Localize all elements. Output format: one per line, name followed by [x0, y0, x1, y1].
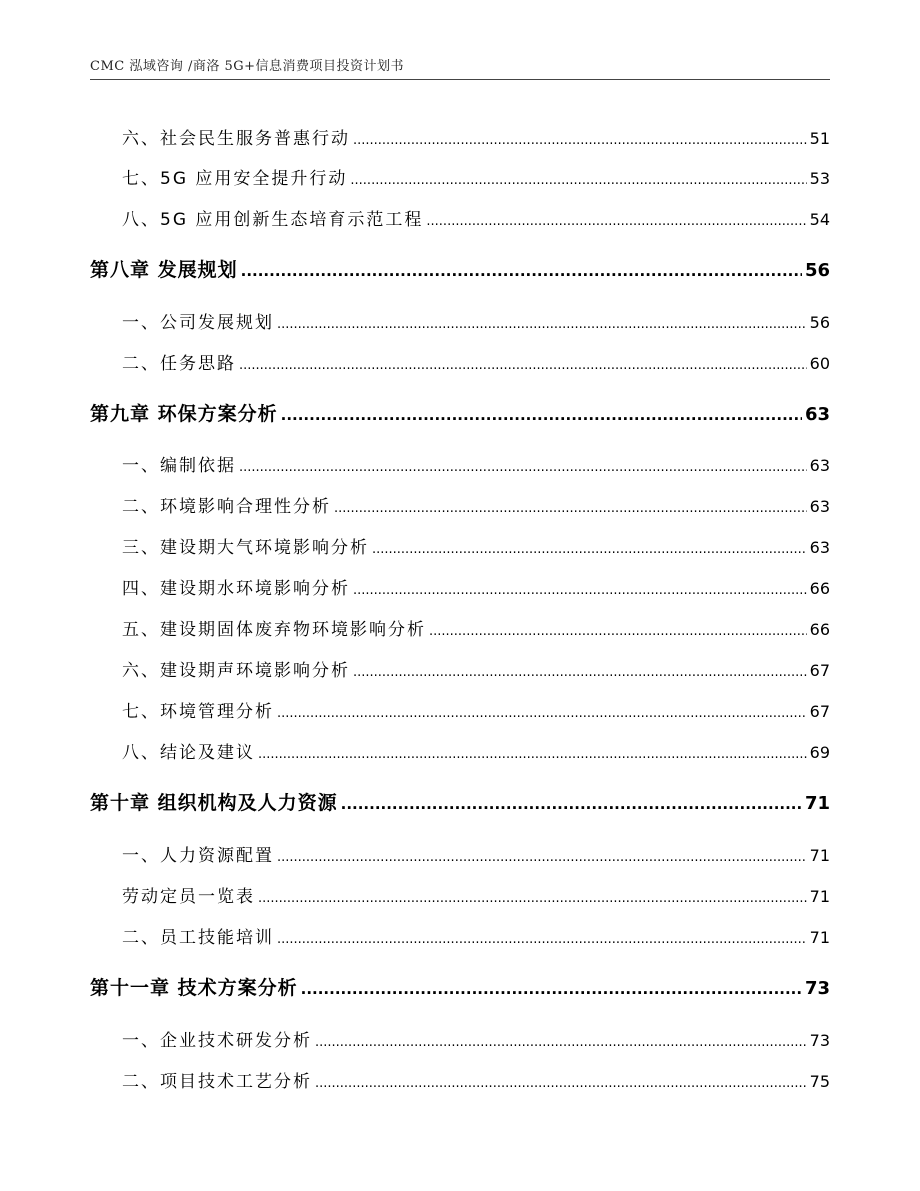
toc-entry-number: 八、 [122, 743, 160, 763]
toc-entry[interactable] [90, 349, 830, 374]
toc-entry[interactable] [90, 841, 830, 866]
toc-chapter-title: 第十章 组织机构及人力资源 [90, 792, 338, 814]
toc-entry-page: 69 [809, 743, 830, 762]
toc-entry-title: 5G 应用安全提升行动 [160, 169, 348, 189]
toc-entry-number: 二、 [122, 1072, 160, 1092]
toc-entry-page: 71 [809, 846, 830, 865]
toc-entry-page: 51 [809, 129, 830, 148]
toc-entry-title: 社会民生服务普惠行动 [160, 129, 350, 149]
toc-entry[interactable] [90, 124, 830, 149]
toc-entry-page: 75 [809, 1072, 830, 1091]
toc-entry-title: 建设期水环境影响分析 [160, 579, 350, 599]
toc-entry[interactable] [90, 738, 830, 763]
toc-entry-number: 一、 [122, 1031, 160, 1051]
toc-entry-title: 编制依据 [160, 456, 236, 476]
dot-leader [353, 665, 807, 680]
toc-chapter[interactable] [90, 399, 830, 426]
toc-entry-number: 七、 [122, 169, 160, 189]
toc-entry-number: 二、 [122, 497, 160, 517]
toc-entry-page: 66 [809, 620, 830, 639]
toc-chapter-page: 56 [804, 260, 830, 281]
toc-entry-title: 环境管理分析 [160, 702, 274, 722]
toc-entry-table[interactable] [90, 882, 830, 907]
dot-leader [429, 624, 807, 639]
toc-entry-number: 一、 [122, 313, 160, 333]
toc-chapter-title: 第八章 发展规划 [90, 259, 238, 281]
toc-entry-number: 六、 [122, 661, 160, 681]
toc-entry-title: 企业技术研发分析 [160, 1031, 312, 1051]
toc-entry-number: 五、 [122, 620, 160, 640]
toc-entry-title: 人力资源配置 [160, 846, 274, 866]
running-header: CMC 泓域咨询 /商洛 5G+信息消费项目投资计划书 [90, 59, 405, 74]
dot-leader [277, 317, 807, 332]
dot-leader [426, 214, 806, 229]
toc-entry[interactable] [90, 697, 830, 722]
dot-leader [258, 747, 807, 762]
toc-entry[interactable] [90, 308, 830, 333]
toc-chapter-page: 63 [804, 404, 830, 425]
toc-entry-page: 60 [809, 354, 830, 373]
toc-entry[interactable] [90, 492, 830, 517]
dot-leader [315, 1076, 807, 1091]
toc-entry-number: 八、 [122, 210, 160, 230]
dot-leader [301, 980, 802, 998]
toc-entry-title: 员工技能培训 [160, 928, 274, 948]
toc-entry-title: 任务思路 [160, 354, 236, 374]
toc-entry-page: 71 [809, 928, 830, 947]
toc-chapter-page: 71 [804, 793, 830, 814]
toc-entry[interactable] [90, 205, 830, 230]
dot-leader [277, 706, 807, 721]
toc-entry-title: 环境影响合理性分析 [160, 497, 331, 517]
toc-entry[interactable] [90, 923, 830, 948]
dot-leader [277, 932, 807, 947]
toc-chapter-title: 第十一章 技术方案分析 [90, 977, 298, 999]
dot-leader [315, 1035, 807, 1050]
header-rule [90, 79, 830, 80]
toc-entry-page: 63 [809, 538, 830, 557]
dot-leader [277, 850, 807, 865]
toc-chapter-page: 73 [804, 978, 830, 999]
toc-entry-page: 63 [809, 497, 830, 516]
toc-entry[interactable] [90, 164, 830, 189]
dot-leader [353, 133, 807, 148]
dot-leader [334, 501, 807, 516]
toc-entry-page: 71 [809, 887, 830, 906]
dot-leader [341, 795, 802, 813]
toc-entry-number: 二、 [122, 928, 160, 948]
toc-entry-page: 54 [809, 210, 830, 229]
toc-chapter[interactable] [90, 788, 830, 815]
dot-leader [241, 262, 802, 280]
toc-entry-title: 建设期声环境影响分析 [160, 661, 350, 681]
toc-entry-page: 63 [809, 456, 830, 475]
toc-entry[interactable] [90, 615, 830, 640]
toc-entry[interactable] [90, 1067, 830, 1092]
dot-leader [281, 406, 802, 424]
toc-entry-title: 建设期大气环境影响分析 [160, 538, 369, 558]
dot-leader [239, 460, 807, 475]
toc-entry[interactable] [90, 574, 830, 599]
toc-entry[interactable] [90, 656, 830, 681]
toc-entry-page: 66 [809, 579, 830, 598]
toc-entry-page: 53 [809, 169, 830, 188]
toc-entry[interactable] [90, 1026, 830, 1051]
toc-chapter-title: 第九章 环保方案分析 [90, 403, 278, 425]
dot-leader [350, 173, 806, 188]
toc-chapter[interactable] [90, 255, 830, 282]
toc-entry-number: 一、 [122, 456, 160, 476]
toc-entry-title: 项目技术工艺分析 [160, 1072, 312, 1092]
toc-entry-number: 六、 [122, 129, 160, 149]
dot-leader [258, 891, 807, 906]
dot-leader [353, 583, 807, 598]
toc-entry-page: 67 [809, 661, 830, 680]
toc-entry-title: 5G 应用创新生态培育示范工程 [160, 210, 424, 230]
toc-entry-number: 一、 [122, 846, 160, 866]
toc-entry-number: 二、 [122, 354, 160, 374]
toc-entry-page: 67 [809, 702, 830, 721]
dot-leader [239, 358, 807, 373]
dot-leader [372, 542, 807, 557]
toc-entry-title: 劳动定员一览表 [122, 887, 255, 907]
toc-entry-page: 56 [809, 313, 830, 332]
toc-entry-title: 结论及建议 [160, 743, 255, 763]
toc-entry-page: 73 [809, 1031, 830, 1050]
toc-entry-title: 公司发展规划 [160, 313, 274, 333]
toc-entry-number: 七、 [122, 702, 160, 722]
toc-entry-title: 建设期固体废弃物环境影响分析 [160, 620, 426, 640]
toc-chapter[interactable] [90, 973, 830, 1000]
toc-entry-number: 四、 [122, 579, 160, 599]
toc-entry[interactable] [90, 533, 830, 558]
toc-entry[interactable] [90, 451, 830, 476]
toc-entry-number: 三、 [122, 538, 160, 558]
